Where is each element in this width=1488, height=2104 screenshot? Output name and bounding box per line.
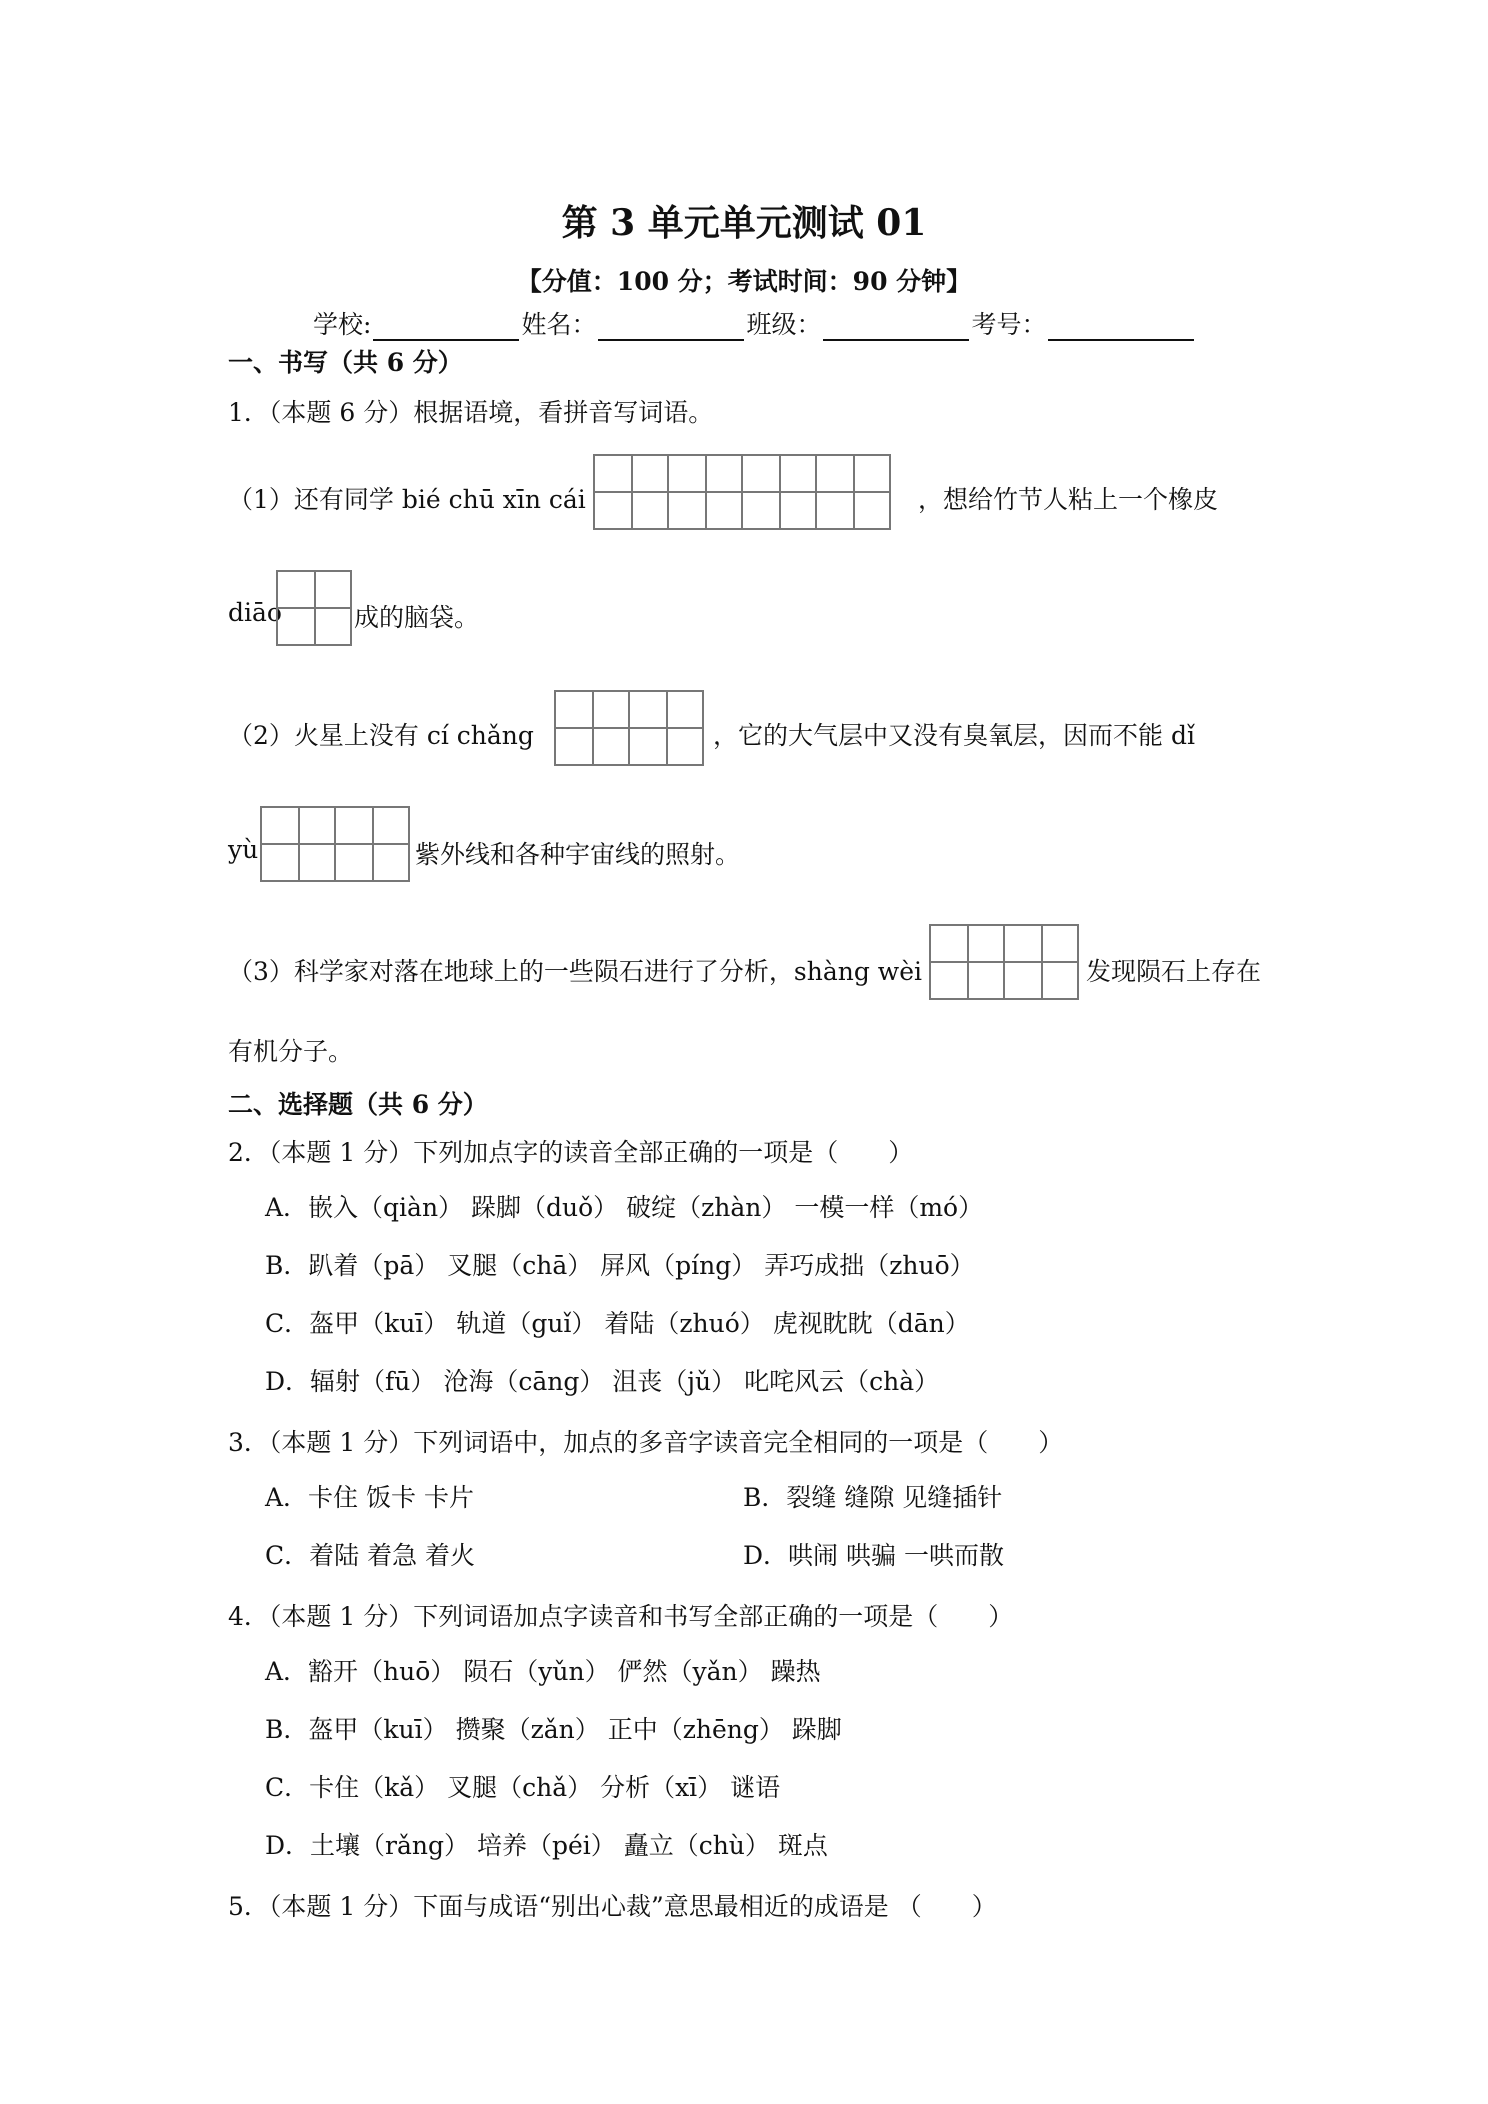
q3-option-b[interactable]: B．裂缝 缝隙 见缝插针 [743, 1483, 1003, 1512]
q3-option-c[interactable]: C．着陆 着急 着火 [265, 1541, 476, 1570]
q2-option-c[interactable]: C．盔甲（kuī） 轨道（guǐ） 着陆（zhuó） 虎视眈眈（dān） [265, 1309, 970, 1338]
question-3: 3．（本题 1 分）下列词语中，加点的多音字读音完全相同的一项是（ ） [228, 1428, 1064, 1457]
student-info-row [313, 305, 1196, 341]
q1-part1-text: （1）还有同学 bié chū xīn cái [228, 485, 586, 514]
q4-option-d[interactable]: D．土壤（rǎng） 培养（péi） 矗立（chù） 斑点 [265, 1831, 828, 1860]
name-label: 姓名： [521, 310, 597, 339]
answer-grid-8[interactable] [593, 454, 891, 530]
q4-option-a[interactable]: A．豁开（huō） 陨石（yǔn） 俨然（yǎn） 躁热 [265, 1657, 821, 1686]
number-blank[interactable] [1048, 313, 1194, 341]
school-label: 学校: [313, 310, 372, 339]
q1-part2-text-cont: ，它的大气层中又没有臭氧层，因而不能 dǐ [713, 721, 1195, 750]
question-4: 4．（本题 1 分）下列词语加点字读音和书写全部正确的一项是（ ） [228, 1602, 1014, 1631]
school-blank[interactable] [373, 313, 519, 341]
name-blank[interactable] [598, 313, 744, 341]
q4-option-b[interactable]: B．盔甲（kuī） 攒聚（zǎn） 正中（zhēng） 跺脚 [265, 1715, 842, 1744]
class-label: 班级： [746, 310, 822, 339]
q1-part1-text-end: 成的脑袋。 [354, 603, 480, 632]
page-title: 第 3 单元单元测试 01 [561, 202, 927, 244]
question-1: 1．（本题 6 分）根据语境，看拼音写词语。 [228, 398, 714, 427]
answer-grid-4[interactable] [554, 690, 704, 766]
q1-part3-text-cont: 发现陨石上存在 [1086, 957, 1262, 986]
q4-option-c[interactable]: C．卡住（kǎ） 叉腿（chǎ） 分析（xī） 谜语 [265, 1773, 781, 1802]
section-2-heading: 二、选择题（共 6 分） [228, 1090, 488, 1119]
answer-grid-4b[interactable] [260, 806, 410, 882]
question-2: 2．（本题 1 分）下列加点字的读音全部正确的一项是（ ） [228, 1138, 914, 1167]
class-blank[interactable] [823, 313, 969, 341]
answer-grid-2[interactable] [276, 570, 352, 646]
answer-grid-4c[interactable] [929, 924, 1079, 1000]
q1-part1-text-cont: ，想给竹节人粘上一个橡皮 [918, 485, 1219, 514]
question-5: 5．（本题 1 分）下面与成语“别出心裁”意思最相近的成语是 （ ） [228, 1892, 997, 1921]
q2-option-b[interactable]: B．趴着（pā） 叉腿（chā） 屏风（píng） 弄巧成拙（zhuō） [265, 1251, 975, 1280]
q1-part2-text: （2）火星上没有 cí chǎng [228, 721, 534, 750]
section-1-heading: 一、书写（共 6 分） [228, 348, 463, 377]
exam-info-subtitle: 【分值：100 分；考试时间：90 分钟】 [516, 267, 972, 296]
q2-option-d[interactable]: D．辐射（fū） 沧海（cāng） 沮丧（jǔ） 叱咤风云（chà） [265, 1367, 940, 1396]
q1-part1-pinyin-diao: diāo [228, 598, 282, 627]
q1-part2-pinyin-yu: yù [228, 835, 259, 864]
q1-part3-text-end: 有机分子。 [228, 1037, 354, 1066]
q2-option-a[interactable]: A．嵌入（qiàn） 跺脚（duǒ） 破绽（zhàn） 一模一样（mó） [265, 1193, 984, 1222]
number-label: 考号： [971, 310, 1047, 339]
q3-option-a[interactable]: A．卡住 饭卡 卡片 [265, 1483, 474, 1512]
q3-option-d[interactable]: D．哄闹 哄骗 一哄而散 [743, 1541, 1004, 1570]
q1-part2-text-end: 紫外线和各种宇宙线的照射。 [415, 840, 741, 869]
q1-part3-text: （3）科学家对落在地球上的一些陨石进行了分析，shàng wèi [228, 957, 922, 986]
